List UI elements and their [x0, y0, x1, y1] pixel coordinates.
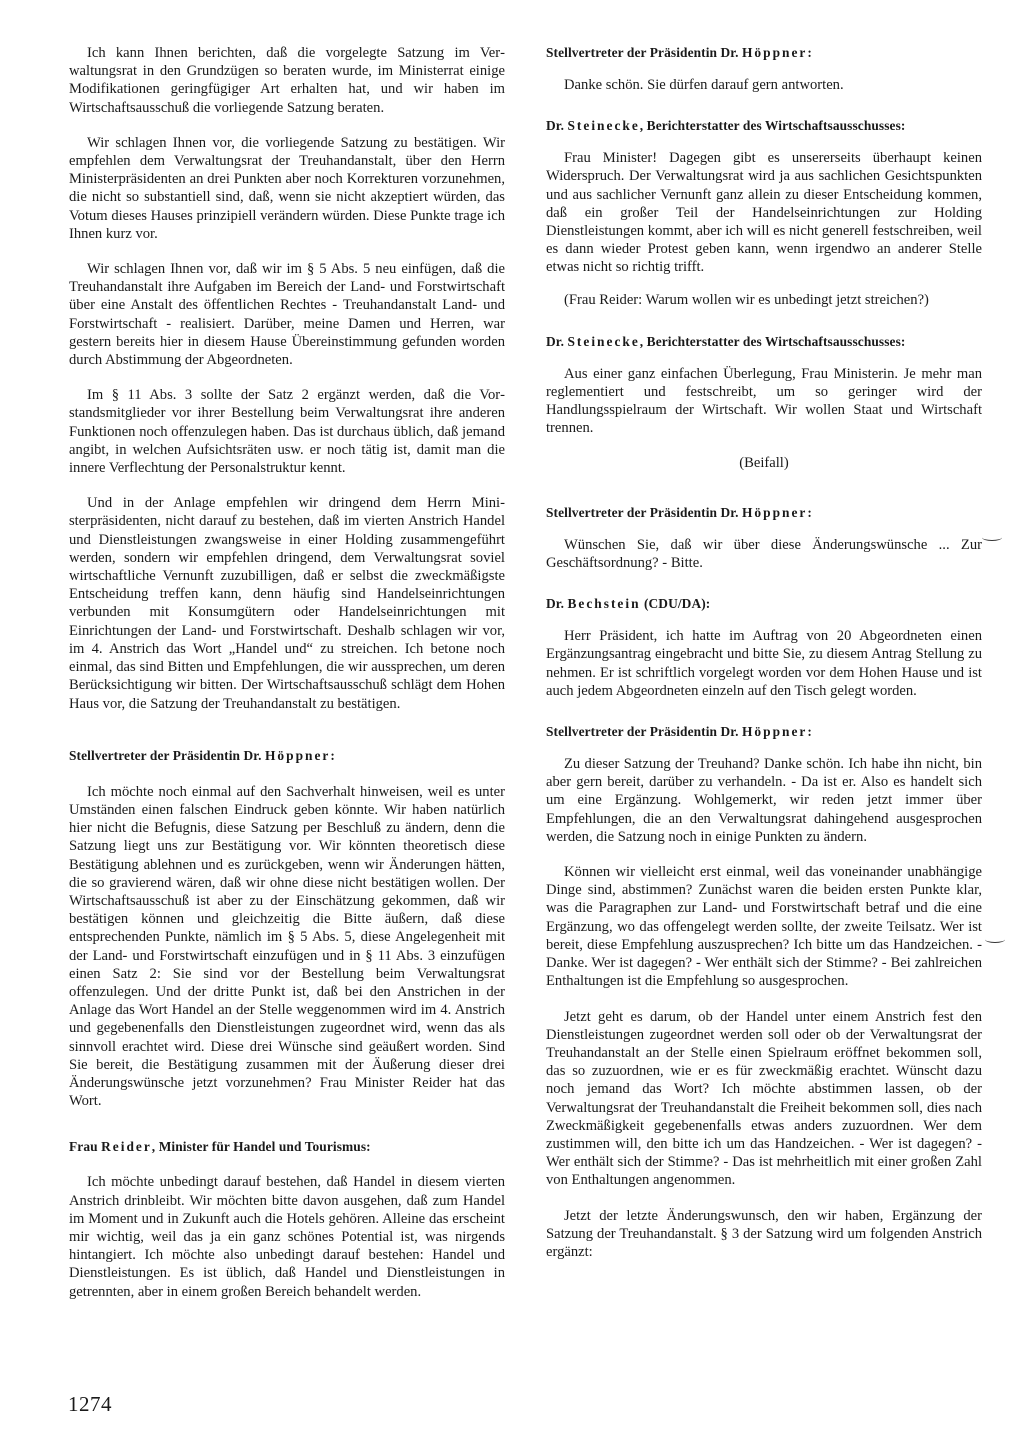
speaker-prefix: Frau — [69, 1139, 102, 1155]
paragraph: Frau Minister! Dagegen gibt es unsererseits überhaupt keinen Widerspruch. Der Verwaltungsrat wird ja aus sachlichen Gesichtspunkten und aus sachlicher Vernunft ganz allein zu dieser Entscheidung kommen, daß ein großer Teil der Handelseinrichtungen zur Holding Dienstleistungen kommt, aber ich will es nicht generell festschreiben, weil es dann wieder Protest geben kann, wenn irgendwo an anderer Stelle etwas nicht so richtig trifft. — [546, 150, 982, 276]
paragraph: Im § 11 Abs. 3 sollte der Satz 2 ergänzt werden, daß die Vorstandsmitglieder vor ihrer Bestellung beim Verwaltungsrat ihre anderen Funktionen noch offenzulegen haben. Das ist durchaus üblich, daß jemand angibt, in welchen Aufsichtsräten usw. er noch tätig ist, damit man die innere Verflechtung der Personalstruktur kennt. — [69, 387, 505, 477]
paragraph: Ich möchte noch einmal auf den Sachverhalt hinweisen, weil es unter Umständen einen falschen Eindruck geben könnte. Wir haben natürlich hier nicht die Befugnis, diese Satzung per Beschluß zu ändern, denn die Satzung liegt uns zur Bestätigung vor. Wir könnten theoretisch diese Bestätigung ablehnen und es zurückgeben, wenn wir Änderungen hätten, die so gravierend wären, daß wir ohne diese nicht bestätigen wollen. Der Wirtschaftsausschuß ist aber zu der Einschätzung gekommen, daß wir bestätigen können und gleichzeitig die Bitte äußern, daß diese entsprechenden Punkte, nämlich im § 5 Abs. 5, diese Angelegenheit mit der Land- und Forstwirtschaft einzufügen und in § 11 Abs. 3 einzufügen einen Satz 2: Sie sind vor der Bestellung beim Verwaltungsrat offenzulegen. Und der dritte Punkt ist, daß bei den Anstrichen in der Anlage das Wort Handel an der Stelle weggenommen wird im 4. Anstrich und gegebenenfalls den Dienstleistungen zugeordnet wird, wenn das als sinnvoll erachtet wird. Diese drei Wünsche sind geäußert worden. Sind Sie bereit, die Bestätigung zusammen mit der Äußerung dieser drei Änderungswünsche jetzt vorzunehmen? Frau Minister Reider hat das Wort. — [69, 783, 505, 1110]
speaker-name: Steinecke — [567, 118, 640, 134]
speaker-prefix: Stellvertreter der Präsidentin Dr. — [546, 45, 743, 60]
speaker-name: Höppner — [742, 45, 808, 60]
speaker-heading — [546, 333, 982, 351]
paragraph: Zu dieser Satzung der Treuhand? Danke schön. Ich habe ihn nicht, bin aber gern bereit, darüber zu verhandeln. - Da ist er. Also es handelt sich um eine Ergänzung. Wohlgemerkt, wir reden jetzt immer über Empfehlungen, die an den Verwaltungsrat dahingehend ausgesprochen werden, die Satzung noch in einige Punkten zu ändern. — [546, 756, 982, 845]
margin-mark — [982, 534, 1002, 541]
paragraph: Können wir vielleicht erst einmal, weil das voneinander unabhängige Dinge sind, abstimmen? Zunächst waren die beiden ersten Punkte klar, was die Paragraphen zur Land- und Forstwirtschaft betraf und die eine Ergänzung, wo das offengelegt werden sollte, der zweite Teilsatz. Wer ist bereit, diese Empfehlung auszusprechen? Ich bitte um das Handzeichen. - Danke. Wer ist dagegen? - Wer enthält sich der Stimme? - Bei zahlreichen Enthaltungen ist die Empfehlung so ausgesprochen. — [546, 864, 982, 990]
speaker-prefix: Dr. — [546, 596, 568, 612]
speaker-suffix: , Berichterstatter des Wirtschaftsausschusses: — [639, 118, 906, 134]
speaker-name: Steinecke — [567, 333, 640, 349]
speaker-suffix: , Berichterstatter des Wirtschaftsausschusses: — [639, 333, 906, 349]
paragraph: Aus einer ganz einfachen Überlegung, Frau Ministerin. Je mehr man reglementiert und festschreibt, um so geringer wird der Handlungsspielraum der Wirtschaft. Wir wollen Staat und Wirtschaft trennen. — [546, 365, 982, 437]
paragraph: Und in der Anlage empfehlen wir dringend dem Herrn Ministerpräsidenten, nicht darauf zu bestehen, daß im vierten Anstrich Handel und Dienstleistungen zwangsweise in einer Holding zusammengeführt werden, sondern wir empfehlen dringend, dem Verwaltungsrat soviel wirtschaftliche Vernunft zuzubilligen, daß er selbst die zweckmäßigste Entscheidung treffen kann, denn häufig sind Handelseinrichtungen verbunden mit Konsumgütern oder Handelseinrichtungen mit Einrichtungen der Land- und Forstwirtschaft. Deshalb schlagen wir vor, im 4. Anstrich das Wort „Handel und“ zu streichen. Ich betone noch einmal, das sind Bitten und Empfehlungen, die wir aussprechen, um deren Berücksichtigung wir bitten. Der Wirtschaftsausschuß schlägt dem Hohen Haus vor, die Satzung der Treuhandanstalt zu bestätigen. — [69, 495, 505, 712]
right-column — [546, 44, 982, 1261]
paragraph: Wir schlagen Ihnen vor, die vorliegende Satzung zu bestätigen. Wir empfehlen dem Verwaltungsrat der Treuhandanstalt, über den Herrn Ministerpräsidenten an drei Punkten aber noch Korrekturen vorzunehmen, die nicht so substantiell sind, daß, wenn sie nicht akzeptiert würden, das Votum dieses Hauses prinzipiell verändern würden. Diese Punkte trage ich Ihnen kurz vor. — [69, 134, 505, 242]
paragraph: Jetzt geht es darum, ob der Handel unter einem Anstrich fest den Dienstleistungen zugeordnet werden soll oder ob der Verwaltungsrat der Treuhandanstalt an der Stelle einen Spielraum eröffnet bekommen soll, das so zuzuordnen, wie er es für zweckmäßig erachtet. Wünscht dazu noch jemand das Wort? Ich möchte abstimmen lassen, ob der Verwaltungsrat der Treuhandanstalt die Freiheit bekommen soll, dies nach Zweckmäßigkeit gegebenenfalls etwas anders zuzuordnen. Wer dem zustimmen will, den bitte ich um das Handzeichen. - Wer ist dagegen? - Wer enthält sich der Stimme? - Das ist mehrheitlich mit einer großen Zahl von Enthaltungen angenommen. — [546, 1008, 982, 1189]
speaker-heading — [69, 1138, 505, 1156]
paragraph: Danke schön. Sie dürfen darauf gern antworten. — [564, 77, 844, 93]
speaker-suffix: (CDU/DA): — [640, 596, 711, 612]
applause-note: (Beifall) — [739, 454, 789, 471]
left-column — [69, 44, 505, 1301]
speaker-name: Höppner — [742, 724, 808, 740]
paragraph: Ich kann Ihnen berichten, daß die vorgelegte Satzung im Verwaltungsrat in den Grundzügen so beraten wurde, im Ministerrat einige Modifikationen geringfügiger Art erhalten hat, und wir haben im Wirtschaftsausschuß die vorliegende Satzung beraten. — [69, 45, 505, 116]
speaker-heading — [546, 44, 982, 62]
speaker-suffix: : — [807, 504, 812, 520]
paragraph: Wir schlagen Ihnen vor, daß wir im § 5 Abs. 5 neu einfügen, daß die Treuhandanstalt ihre Aufgaben im Bereich der Land- und Forstwirtschaft über eine Anstalt des öffentlichen Rechtes - Treuhandanstalt Land- und Forstwirtschaft - realisiert. Darüber, meine Damen und Herren, war gestern bereits hier in diesem Hause Übereinstimmung gefunden worden durch Abstimmung der Abgeordneten. — [69, 261, 505, 369]
speaker-heading — [546, 595, 982, 613]
speaker-suffix: : — [330, 747, 335, 763]
speaker-heading — [546, 117, 982, 135]
interjection: (Frau Reider: Warum wollen wir es unbedingt jetzt streichen?) — [564, 291, 929, 308]
speaker-suffix: , Minister für Handel und Tourismus: — [151, 1139, 371, 1155]
speaker-heading — [546, 504, 982, 522]
margin-mark — [985, 936, 1005, 943]
paragraph: Jetzt der letzte Änderungswunsch, den wir haben, Ergänzung der Satzung der Treuhandanstalt. § 3 der Satzung wird um folgenden Anstrich ergänzt: — [546, 1207, 982, 1260]
speaker-heading — [69, 747, 505, 765]
speaker-prefix: Stellvertreter der Präsidentin Dr. — [546, 724, 743, 740]
paragraph: Wünschen Sie, daß wir über diese Änderungswünsche ... Zur Geschäftsordnung? - Bitte. — [546, 536, 982, 572]
speaker-prefix: Dr. — [546, 118, 568, 134]
speaker-suffix: : — [807, 724, 812, 740]
speaker-name: Reider — [101, 1139, 152, 1155]
speaker-name: Höppner — [742, 504, 808, 520]
speaker-name: Höppner — [265, 747, 331, 763]
page-number: 1274 — [68, 1392, 112, 1416]
paragraph: Ich möchte unbedingt darauf bestehen, daß Handel in diesem vierten Anstrich drinbleibt. Wir möchten bitte davon ausgehen, daß zum Handel im Moment und in Zukunft auch die Hotels gehören. Alleine das erscheint mir wichtig, weil das ja ein ganz schönes Potential ist, was nirgends hintangiert. Ich möchte also unbedingt darauf bestehen: Handel und Dienstleistungen. Es ist üblich, daß Handel und Dienstleistungen in getrennten, aber in einem großen Bereich behandelt werden. — [69, 1174, 505, 1300]
speaker-heading — [546, 723, 982, 741]
speaker-name: Bechstein — [567, 596, 641, 612]
speaker-prefix: Stellvertreter der Präsidentin Dr. — [546, 504, 743, 520]
speaker-prefix: Dr. — [546, 333, 568, 349]
paragraph: Herr Präsident, ich hatte im Auftrag von 20 Abgeordneten einen Ergänzungsantrag eingebracht und bitte Sie, zu diesem Antrag Stellung zu nehmen. Er ist schriftlich vorgelegt worden vor dem Hohen Hause und ist auch jedem Abgeordneten einzeln auf den Tisch gelegt worden. — [546, 628, 982, 699]
speaker-prefix: Stellvertreter der Präsidentin Dr. — [69, 747, 266, 763]
speaker-suffix: : — [807, 45, 812, 60]
